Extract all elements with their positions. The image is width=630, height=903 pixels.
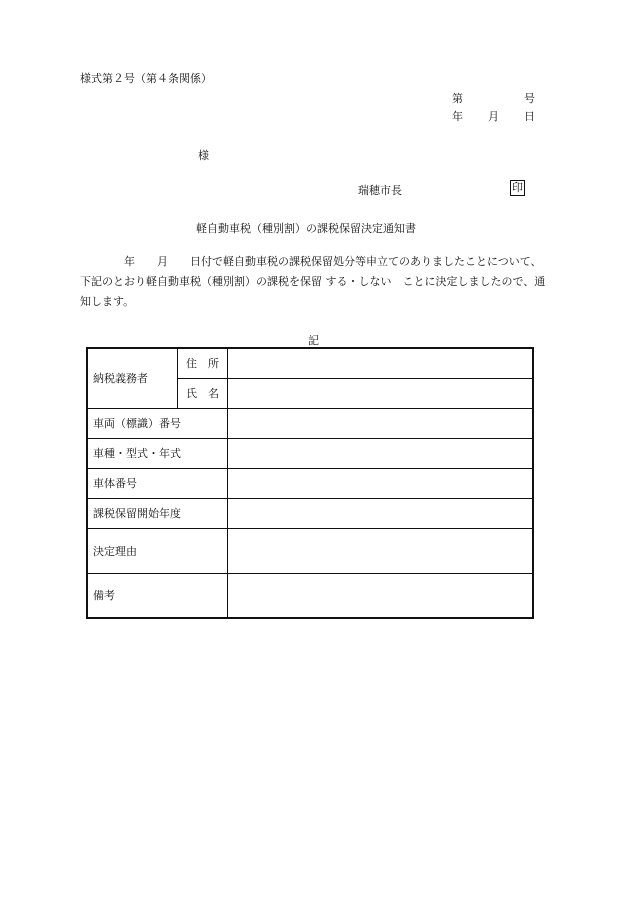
name-value [228, 378, 534, 408]
details-table [86, 347, 534, 619]
vehicle-number-value [228, 408, 534, 438]
address-label: 住 所 [178, 348, 228, 378]
table-row [87, 498, 533, 528]
chassis-number-value [228, 468, 534, 498]
table-row [87, 528, 533, 573]
reason-label: 決定理由 [87, 528, 228, 573]
taxpayer-label: 納税義務者 [87, 348, 178, 408]
seal-mark: 印 [512, 181, 523, 194]
form-number: 様式第２号（第４条関係） [80, 72, 212, 85]
issuer-name: 瑞穂市長 [358, 184, 402, 197]
reason-value [228, 528, 534, 573]
table-row [87, 573, 533, 618]
date-month: 月 [488, 110, 499, 123]
remarks-value [228, 573, 534, 618]
doc-number-go: 号 [524, 92, 535, 105]
doc-number-dai: 第 [452, 92, 463, 105]
date-day: 日 [524, 110, 535, 123]
name-label: 氏 名 [178, 378, 228, 408]
vehicle-type-label: 車種・型式・年式 [87, 438, 228, 468]
ki-heading: 記 [308, 334, 319, 347]
address-value [228, 348, 534, 378]
start-year-value [228, 498, 534, 528]
remarks-label: 備考 [87, 573, 228, 618]
vehicle-type-value [228, 438, 534, 468]
table-row [87, 348, 533, 378]
table-row [87, 468, 533, 498]
vehicle-number-label: 車両（標識）番号 [87, 408, 228, 438]
addressee-suffix: 様 [198, 149, 209, 162]
table-row [87, 438, 533, 468]
document-title: 軽自動車税（種別割）の課税保留決定通知書 [196, 222, 416, 235]
start-year-label: 課税保留開始年度 [87, 498, 228, 528]
date-year: 年 [452, 110, 463, 123]
table-row [87, 408, 533, 438]
chassis-number-label: 車体番号 [87, 468, 228, 498]
body-text: 年 月 日付で軽自動車税の課税保留処分等申立てのありましたことについて、下記のとおり軽自動車税（種別割）の課税を保留 する・しない ことに決定しましたので、通知します。 [80, 255, 546, 308]
